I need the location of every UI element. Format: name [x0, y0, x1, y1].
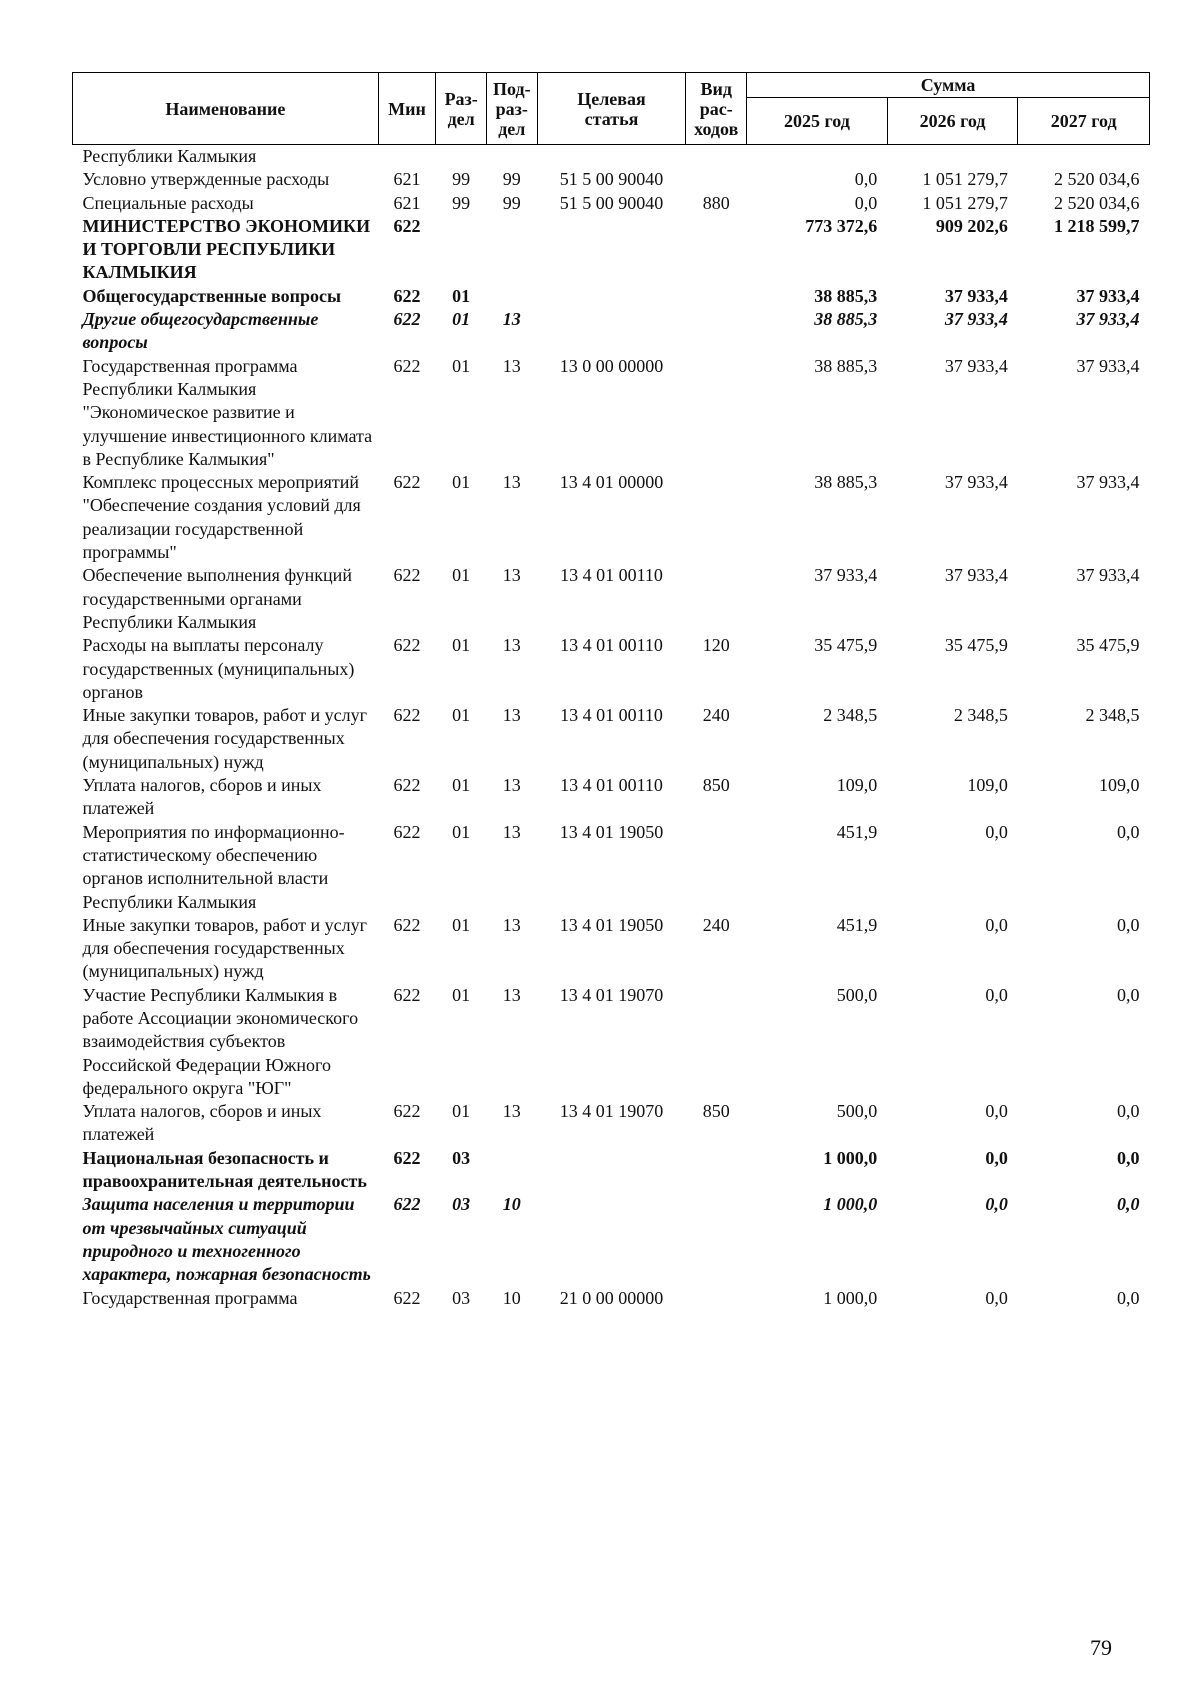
cell-vid	[686, 1287, 747, 1310]
cell-podrazdel: 10	[502, 1287, 521, 1308]
cell-razdel: 01	[452, 635, 471, 656]
cell-name: МИНИСТЕРСТВО ЭКОНОМИКИ И ТОРГОВЛИ РЕСПУБЛИКИ КАЛМЫКИЯ	[82, 215, 371, 283]
cell-name: Участие Республики Калмыкия в работе Ассоциации экономического взаимодействия субъектов Российской Федерации Южного федерального округа "ЮГ"	[82, 984, 359, 1098]
cell-razdel: 03	[452, 1287, 471, 1308]
cell-2026: 35 475,9	[944, 635, 1008, 656]
cell-razdel: 01	[452, 705, 471, 726]
cell-2025	[747, 145, 888, 169]
cell-razdel: 01	[452, 775, 471, 796]
cell-min: 622	[393, 1194, 421, 1215]
cell-2027: 0,0	[1117, 1101, 1140, 1122]
cell-2027: 0,0	[1117, 821, 1140, 842]
cell-razdel: 99	[452, 169, 471, 190]
cell-2026	[887, 145, 1018, 169]
cell-min: 622	[393, 285, 421, 306]
budget-table	[72, 72, 1150, 1310]
cell-2026: 0,0	[985, 1147, 1008, 1168]
cell-name: Защита населения и территории от чрезвычайных ситуаций природного и техногенного характера, пожарная безопасность	[82, 1194, 371, 1285]
table-row	[73, 285, 1150, 308]
table-row	[73, 215, 1150, 285]
cell-vid	[686, 1147, 747, 1194]
table-body	[73, 145, 1150, 1310]
page-number: 79	[1090, 1635, 1112, 1660]
cell-2026: 1 051 279,7	[922, 169, 1008, 190]
cell-razdel: 03	[452, 1147, 471, 1168]
cell-2025: 0,0	[854, 169, 878, 190]
cell-name: Другие общегосударственные вопросы	[82, 309, 319, 353]
cell-razdel: 01	[452, 285, 471, 306]
cell-name: Государственная программа	[82, 1287, 298, 1308]
cell-2025: 109,0	[836, 775, 878, 796]
cell-vid	[686, 285, 747, 308]
cell-celevaya: 13 4 01 00110	[560, 635, 663, 656]
cell-name: Комплекс процессных мероприятий "Обеспечение создания условий для реализации государственной программы"	[82, 472, 361, 563]
cell-podrazdel: 13	[502, 635, 521, 656]
cell-2027: 2 520 034,6	[1054, 192, 1140, 213]
cell-name: Уплата налогов, сборов и иных платежей	[82, 1101, 322, 1145]
cell-vid	[686, 308, 747, 355]
header-2025: 2025 год	[747, 98, 888, 145]
cell-razdel: 01	[452, 565, 471, 586]
cell-2027: 0,0	[1117, 984, 1140, 1005]
cell-podrazdel: 99	[502, 169, 521, 190]
cell-podrazdel: 13	[502, 355, 521, 376]
cell-2025: 773 372,6	[805, 215, 878, 236]
cell-min: 622	[393, 775, 421, 796]
cell-min: 622	[393, 355, 421, 376]
table-row	[73, 192, 1150, 215]
cell-podrazdel: 13	[502, 821, 521, 842]
cell-celevaya	[537, 215, 686, 285]
cell-vid	[686, 168, 747, 191]
cell-podrazdel: 10	[502, 1194, 521, 1215]
cell-podrazdel: 13	[502, 914, 521, 935]
cell-podrazdel: 13	[502, 775, 521, 796]
cell-vid	[686, 471, 747, 564]
cell-2027: 37 933,4	[1076, 565, 1140, 586]
cell-2027: 37 933,4	[1076, 472, 1140, 493]
cell-celevaya: 51 5 00 90040	[559, 169, 664, 190]
cell-min	[378, 145, 436, 169]
cell-2025: 38 885,3	[814, 355, 878, 376]
cell-2026: 1 051 279,7	[922, 192, 1008, 213]
cell-celevaya	[537, 145, 686, 169]
cell-2025: 38 885,3	[814, 472, 878, 493]
cell-min: 622	[393, 472, 421, 493]
cell-min: 622	[393, 1101, 421, 1122]
cell-name: Иные закупки товаров, работ и услуг для обеспечения государственных (муниципальных) нужд	[82, 914, 367, 982]
cell-2026: 2 348,5	[953, 705, 1008, 726]
cell-2026: 0,0	[985, 1287, 1008, 1308]
cell-celevaya: 13 4 01 00110	[560, 565, 663, 586]
cell-name: Общегосударственные вопросы	[82, 285, 341, 306]
cell-podrazdel: 99	[502, 192, 521, 213]
cell-min: 622	[393, 309, 421, 330]
cell-celevaya: 13 4 01 19070	[559, 1101, 664, 1122]
cell-celevaya: 13 0 00 00000	[559, 355, 664, 376]
cell-celevaya	[537, 1147, 686, 1194]
cell-vid	[686, 215, 747, 285]
cell-podrazdel: 13	[502, 472, 521, 493]
table-row	[73, 145, 1150, 169]
cell-name: Национальная безопасность и правоохранительная деятельность	[82, 1147, 367, 1192]
cell-name: Иные закупки товаров, работ и услуг для обеспечения государственных (муниципальных) нужд	[82, 705, 367, 772]
cell-vid: 850	[702, 775, 730, 796]
cell-2026: 0,0	[985, 1194, 1008, 1215]
cell-2026: 37 933,4	[944, 309, 1008, 330]
cell-2025: 1 000,0	[823, 1147, 878, 1168]
cell-2027: 37 933,4	[1076, 285, 1140, 306]
cell-2027: 0,0	[1117, 914, 1140, 935]
table-row	[73, 1147, 1150, 1194]
cell-name: Специальные расходы	[82, 192, 254, 213]
cell-min: 622	[393, 635, 421, 656]
cell-2027: 0,0	[1117, 1194, 1140, 1215]
cell-celevaya: 51 5 00 90040	[559, 192, 664, 213]
cell-min: 621	[393, 192, 421, 213]
cell-celevaya: 13 4 01 19070	[559, 984, 664, 1005]
cell-2025: 38 885,3	[814, 309, 878, 330]
header-summa: Сумма	[747, 73, 1150, 98]
table-row	[73, 564, 1150, 634]
cell-2026: 0,0	[985, 914, 1008, 935]
cell-min: 622	[393, 215, 421, 236]
cell-razdel	[436, 215, 487, 285]
cell-razdel: 99	[452, 192, 471, 213]
cell-2025: 35 475,9	[814, 635, 878, 656]
cell-2025: 2 348,5	[823, 705, 878, 726]
cell-2027: 2 348,5	[1085, 705, 1140, 726]
cell-min: 622	[393, 914, 421, 935]
cell-2025: 37 933,4	[814, 565, 878, 586]
cell-vid	[686, 564, 747, 634]
cell-podrazdel	[486, 285, 537, 308]
header-vid: Вид рас- ходов	[686, 73, 747, 145]
cell-2026: 909 202,6	[935, 215, 1008, 236]
cell-vid	[686, 145, 747, 169]
table-row	[73, 355, 1150, 471]
cell-name: Обеспечение выполнения функций государственными органами Республики Калмыкия	[82, 565, 352, 632]
cell-vid	[686, 355, 747, 471]
cell-name: Условно утвержденные расходы	[82, 169, 330, 190]
cell-2026: 109,0	[967, 775, 1008, 796]
cell-2026: 37 933,4	[944, 355, 1008, 376]
cell-celevaya	[537, 1193, 686, 1286]
table-row	[73, 704, 1150, 774]
cell-2027: 1 218 599,7	[1054, 215, 1140, 236]
header-2026: 2026 год	[887, 98, 1018, 145]
header-podrazdel: Под- раз- дел	[486, 73, 537, 145]
header-razdel: Раз- дел	[436, 73, 487, 145]
cell-razdel: 01	[452, 355, 471, 376]
table-row	[73, 634, 1150, 704]
cell-razdel: 01	[452, 472, 471, 493]
cell-min: 622	[393, 821, 421, 842]
table-row	[73, 308, 1150, 355]
cell-2026: 37 933,4	[944, 472, 1008, 493]
cell-2025: 500,0	[836, 1101, 878, 1122]
cell-min: 622	[393, 984, 421, 1005]
cell-2025: 451,9	[836, 821, 878, 842]
cell-name: Республики Калмыкия	[82, 146, 257, 166]
table-row	[73, 168, 1150, 191]
cell-celevaya: 13 4 01 00110	[560, 775, 663, 796]
cell-2026: 0,0	[985, 984, 1008, 1005]
cell-min: 621	[393, 169, 421, 190]
cell-2026: 0,0	[985, 1101, 1008, 1122]
cell-2027: 2 520 034,6	[1054, 169, 1140, 190]
table-row	[73, 1100, 1150, 1147]
cell-2027: 0,0	[1117, 1147, 1140, 1168]
cell-vid	[686, 821, 747, 914]
cell-podrazdel: 13	[502, 1101, 521, 1122]
cell-razdel: 01	[452, 1101, 471, 1122]
cell-vid: 880	[702, 192, 730, 213]
table-row	[73, 471, 1150, 564]
header-celevaya: Целевая статья	[537, 73, 686, 145]
cell-name: Мероприятия по информационно-статистическому обеспечению органов исполнительной власти Республики Калмыкия	[82, 821, 345, 912]
cell-celevaya	[537, 308, 686, 355]
cell-2026: 0,0	[985, 821, 1008, 842]
cell-razdel: 03	[452, 1194, 471, 1215]
cell-2025: 1 000,0	[823, 1287, 878, 1308]
cell-2026: 37 933,4	[944, 565, 1008, 586]
cell-vid: 240	[702, 914, 730, 935]
cell-2025: 500,0	[836, 984, 878, 1005]
cell-min: 622	[393, 705, 421, 726]
table-row	[73, 821, 1150, 914]
cell-celevaya: 21 0 00 00000	[559, 1287, 664, 1308]
cell-min: 622	[393, 565, 421, 586]
cell-vid	[686, 1193, 747, 1286]
cell-min: 622	[393, 1147, 421, 1168]
cell-2027: 109,0	[1099, 775, 1140, 796]
cell-podrazdel: 13	[502, 984, 521, 1005]
cell-vid: 240	[702, 705, 730, 726]
cell-2025: 38 885,3	[814, 285, 878, 306]
cell-celevaya: 13 4 01 19050	[559, 914, 664, 935]
cell-podrazdel	[486, 1147, 537, 1194]
cell-name: Уплата налогов, сборов и иных платежей	[82, 775, 322, 819]
cell-name: Государственная программа Республики Калмыкия "Экономическое развитие и улучшение инвестиционного климата в Республике Калмыкия"	[82, 355, 373, 469]
cell-podrazdel: 13	[502, 705, 521, 726]
cell-2025: 451,9	[836, 914, 878, 935]
cell-name: Расходы на выплаты персоналу государственных (муниципальных) органов	[82, 635, 355, 702]
cell-vid	[686, 984, 747, 1100]
cell-podrazdel	[486, 145, 537, 169]
cell-2025: 1 000,0	[823, 1194, 878, 1215]
cell-podrazdel: 13	[502, 565, 521, 586]
table-row	[73, 984, 1150, 1100]
header-min: Мин	[378, 73, 436, 145]
cell-podrazdel: 13	[502, 309, 521, 330]
cell-razdel: 01	[452, 914, 471, 935]
budget-page	[72, 72, 1150, 1310]
cell-celevaya: 13 4 01 19050	[559, 821, 664, 842]
cell-vid: 120	[702, 635, 730, 656]
cell-razdel: 01	[452, 984, 471, 1005]
cell-vid: 850	[702, 1101, 730, 1122]
cell-2027: 37 933,4	[1076, 355, 1140, 376]
header-2027: 2027 год	[1018, 98, 1150, 145]
header-name: Наименование	[73, 73, 379, 145]
cell-celevaya: 13 4 01 00000	[559, 472, 664, 493]
cell-2027: 0,0	[1117, 1287, 1140, 1308]
cell-2027: 37 933,4	[1076, 309, 1140, 330]
table-row	[73, 914, 1150, 984]
cell-razdel: 01	[452, 821, 471, 842]
table-header	[73, 73, 1150, 145]
cell-celevaya	[537, 285, 686, 308]
table-row	[73, 1193, 1150, 1286]
cell-2026: 37 933,4	[944, 285, 1008, 306]
cell-celevaya: 13 4 01 00110	[560, 705, 663, 726]
table-row	[73, 774, 1150, 821]
cell-2025: 0,0	[854, 192, 878, 213]
cell-podrazdel	[486, 215, 537, 285]
cell-2027: 35 475,9	[1076, 635, 1140, 656]
table-row	[73, 1287, 1150, 1310]
cell-razdel: 01	[452, 309, 471, 330]
cell-min: 622	[393, 1287, 421, 1308]
cell-2027	[1018, 145, 1150, 169]
cell-razdel	[436, 145, 487, 169]
